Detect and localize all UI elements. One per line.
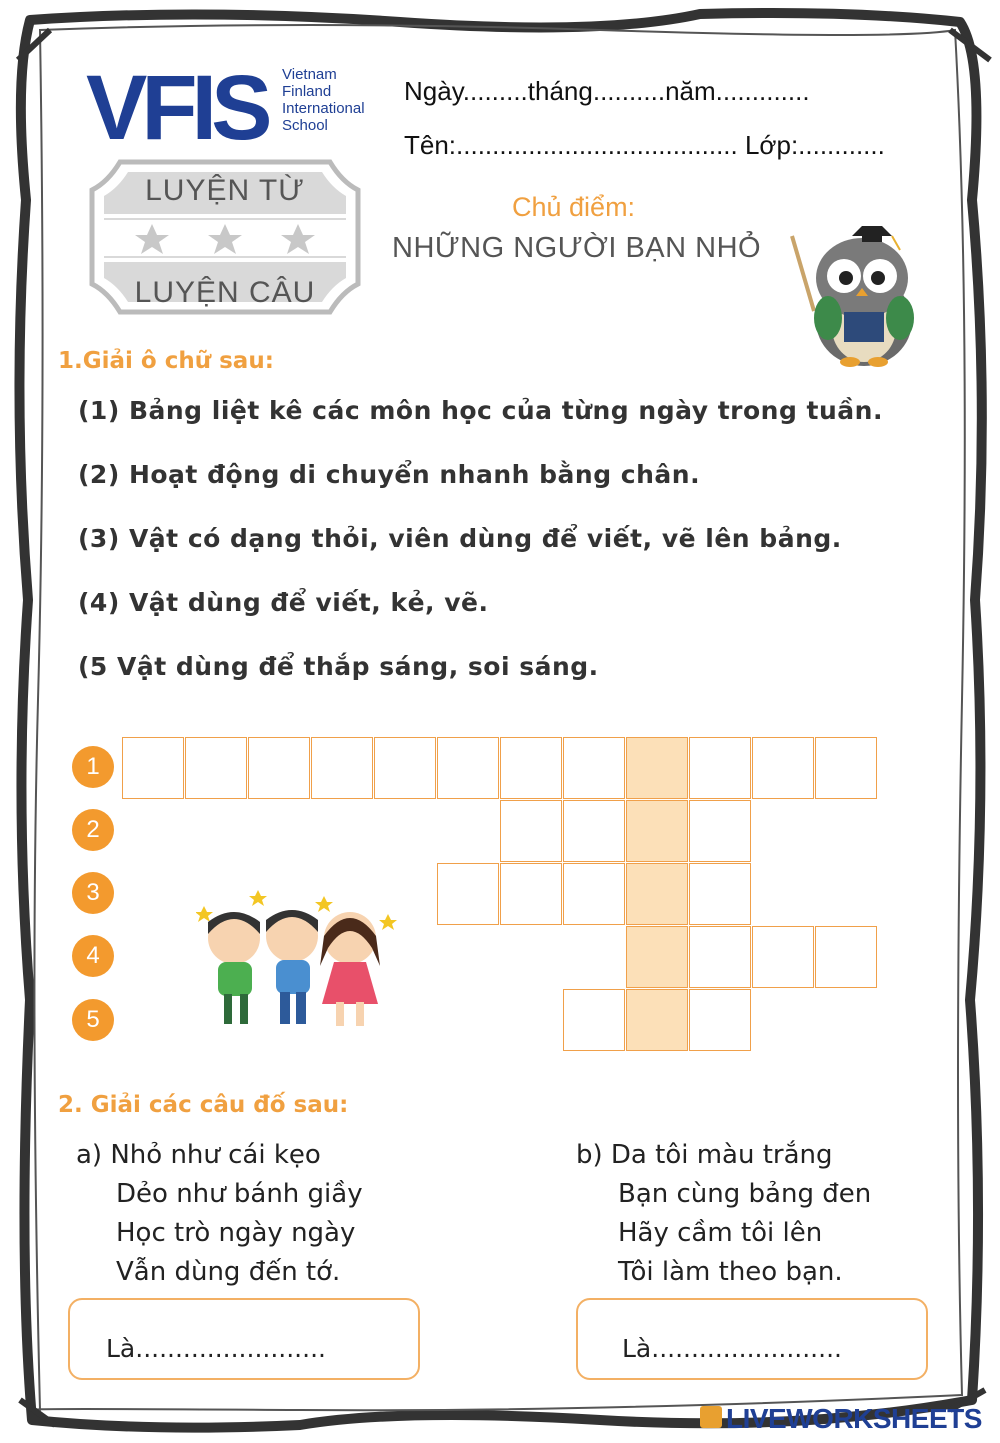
riddle-a-line: Dẻo như bánh giầy (116, 1179, 363, 1209)
clue-4: (4) Vật dùng để viết, kẻ, vẽ. (78, 588, 489, 617)
crossword-cell-r1-c10[interactable] (689, 737, 751, 799)
crossword-cell-r3-c9[interactable] (626, 863, 688, 925)
school-name-line: International (282, 100, 365, 117)
crossword-cell-r3-c8[interactable] (563, 863, 625, 925)
crossword-cell-r2-c10[interactable] (689, 800, 751, 862)
crossword-cell-r5-c9[interactable] (626, 989, 688, 1051)
crossword-cell-r4-c9[interactable] (626, 926, 688, 988)
school-name-line: School (282, 117, 328, 134)
riddle-b-line: Hãy cầm tôi lên (618, 1218, 823, 1248)
row-number-5: 5 (72, 999, 114, 1041)
crossword-cell-r1-c6[interactable] (437, 737, 499, 799)
crossword-cell-r5-c8[interactable] (563, 989, 625, 1051)
school-name (282, 66, 365, 134)
riddle-a-line: Học trò ngày ngày (116, 1218, 356, 1248)
crossword-cell-r1-c8[interactable] (563, 737, 625, 799)
answer-a-field[interactable]: Là........................ (106, 1334, 326, 1363)
row-number-2: 2 (72, 809, 114, 851)
riddle-b (576, 1136, 871, 1292)
crossword-cell-r3-c6[interactable] (437, 863, 499, 925)
crossword-cell-r2-c9[interactable] (626, 800, 688, 862)
school-name-line: Finland (282, 83, 332, 100)
riddle-b-line: b) Da tôi màu trắng (576, 1140, 833, 1170)
section2-title: 2. Giải các câu đố sau: (58, 1092, 349, 1118)
riddle-a (76, 1136, 363, 1292)
crossword-cell-r1-c5[interactable] (374, 737, 436, 799)
riddle-a-line: a) Nhỏ như cái kẹo (76, 1140, 321, 1170)
crossword-cell-r1-c2[interactable] (185, 737, 247, 799)
running-kids-icon (196, 886, 402, 1036)
topic-label: Chủ điểm: (512, 192, 636, 222)
crossword-cell-r1-c12[interactable] (815, 737, 877, 799)
crossword-cell-r3-c10[interactable] (689, 863, 751, 925)
crossword-cell-r5-c10[interactable] (689, 989, 751, 1051)
badge-top-text: LUYỆN TỪ (145, 174, 305, 207)
row-number-1: 1 (72, 746, 114, 788)
date-field[interactable]: Ngày.........tháng..........năm............. (404, 76, 810, 106)
badge-bottom-text: LUYỆN CÂU (134, 276, 316, 309)
liveworksheets-logo-icon (700, 1406, 722, 1428)
crossword-cell-r1-c1[interactable] (122, 737, 184, 799)
owl-teacher-icon (784, 216, 924, 371)
answer-b-field[interactable]: Là........................ (622, 1334, 842, 1363)
topic-name: NHỮNG NGƯỜI BẠN NHỎ (392, 232, 762, 264)
crossword-cell-r4-c10[interactable] (689, 926, 751, 988)
riddle-b-line: Bạn cùng bảng đen (618, 1179, 872, 1209)
crossword-cell-r3-c7[interactable] (500, 863, 562, 925)
name-class-field[interactable]: Tên:....................................... Lớp:............ (404, 130, 885, 160)
crossword-cell-r1-c7[interactable] (500, 737, 562, 799)
section1-title: 1.Giải ô chữ sau: (58, 348, 274, 374)
watermark: LIVEWORKSHEETS (726, 1403, 982, 1434)
school-name-line: Vietnam (282, 66, 337, 83)
row-number-4: 4 (72, 935, 114, 977)
clue-5: (5 Vật dùng để thắp sáng, soi sáng. (78, 652, 599, 681)
crossword-cell-r1-c11[interactable] (752, 737, 814, 799)
crossword-cell-r1-c9[interactable] (626, 737, 688, 799)
crossword-cell-r4-c12[interactable] (815, 926, 877, 988)
crossword-cell-r1-c3[interactable] (248, 737, 310, 799)
row-number-3: 3 (72, 872, 114, 914)
crossword-cell-r4-c11[interactable] (752, 926, 814, 988)
crossword-cell-r2-c8[interactable] (563, 800, 625, 862)
crossword-cell-r2-c7[interactable] (500, 800, 562, 862)
clue-1: (1) Bảng liệt kê các môn học của từng ngày trong tuần. (78, 396, 883, 425)
crossword-cell-r1-c4[interactable] (311, 737, 373, 799)
riddle-b-line: Tôi làm theo bạn. (618, 1257, 843, 1287)
clue-2: (2) Hoạt động di chuyển nhanh bằng chân. (78, 460, 701, 489)
clue-3: (3) Vật có dạng thỏi, viên dùng để viết, vẽ lên bảng. (78, 524, 842, 553)
school-logo: VFIS (86, 57, 267, 159)
riddle-a-line: Vẫn dùng đến tớ. (116, 1257, 341, 1287)
